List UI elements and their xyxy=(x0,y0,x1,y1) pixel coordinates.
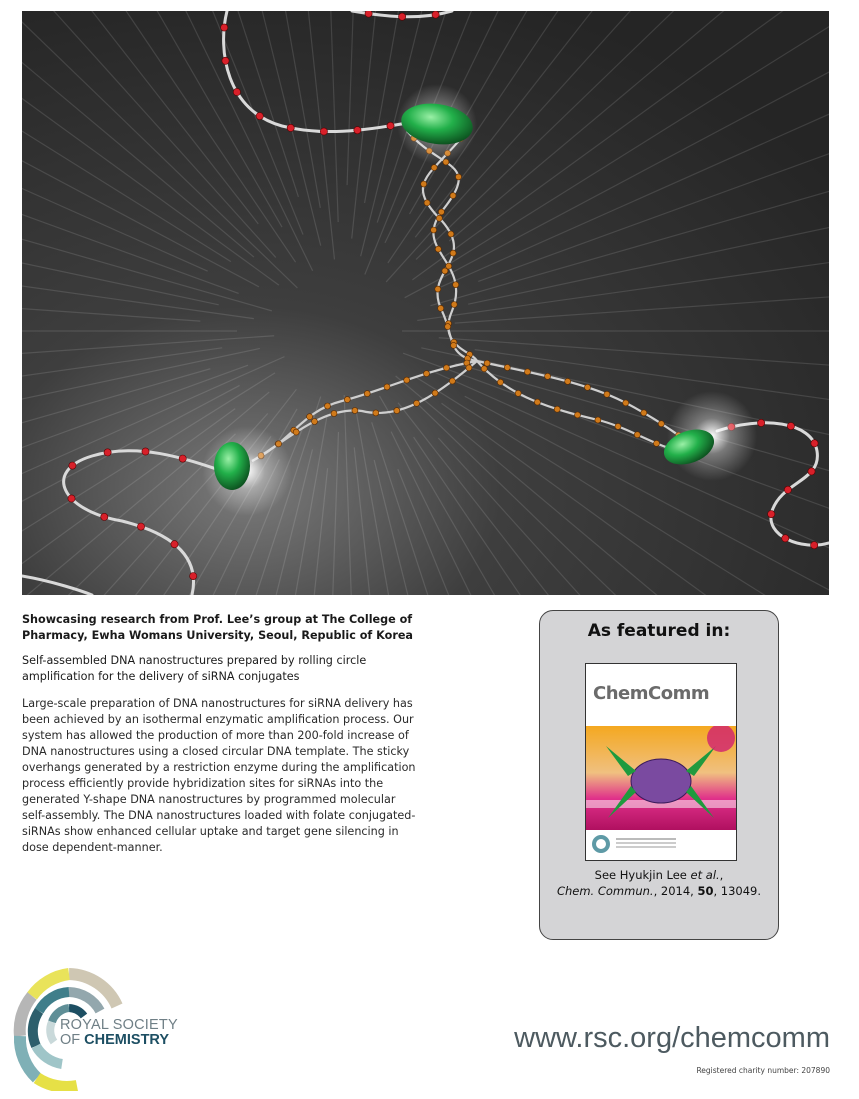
featured-heading: As featured in: xyxy=(587,621,731,641)
journal-url-link[interactable]: www.rsc.org/chemcomm xyxy=(514,1022,830,1054)
cite-year: , 2014, xyxy=(653,884,698,898)
cite-etal: et al. xyxy=(690,868,720,882)
capsule-left xyxy=(214,442,250,490)
journal-cover[interactable] xyxy=(585,663,737,861)
article-title: Self-assembled DNA nanostructures prepared by rolling circle amplification for the delivery of siRNA conjugates xyxy=(22,654,367,683)
dna-nanostructure-illustration xyxy=(22,11,829,595)
citation xyxy=(540,867,778,899)
charity-number: Registered charity number: 207890 xyxy=(696,1066,830,1075)
logo-line2-bold: CHEMISTRY xyxy=(84,1032,170,1048)
cite-author: See Hyukjin Lee xyxy=(594,868,691,882)
cover-footer xyxy=(586,830,736,860)
description-column xyxy=(22,612,417,856)
cite-comma: , xyxy=(719,868,724,882)
logo-line2 xyxy=(60,1033,178,1048)
cite-pages: , 13049. xyxy=(713,884,762,898)
rsc-logo-text xyxy=(60,1018,178,1048)
cover-header xyxy=(586,664,736,726)
cite-journal: Chem. Commun. xyxy=(556,884,654,898)
cover-art xyxy=(586,726,736,830)
abstract-text: Large-scale preparation of DNA nanostructures for siRNA delivery has been achieved by an isothermal enzymatic amplification process. Our system has allowed the production of more than 200-fold increase of DNA nanostructures using a closed circular DNA template. The sticky overhangs generated by a restriction enzyme during the amplification process efficiently provide hybridization sites for siRNAs into the generated Y-shape DNA nanostructures by programmed molecular self-assembly. The DNA nanostructures loaded with folate conjugated-siRNAs show enhanced cellular uptake and target gene silencing in dose dependent-manner. xyxy=(22,697,416,854)
cover-footer-lines xyxy=(616,838,676,840)
logo-line2-prefix: OF xyxy=(60,1032,85,1048)
featured-box xyxy=(539,610,779,940)
showcase-text: Showcasing research from Prof. Lee’s group at The College of Pharmacy, Ewha Womans University, Seoul, Republic of Korea xyxy=(22,613,413,642)
rsc-mini-logo-icon xyxy=(592,835,610,853)
cover-journal-title: ChemComm xyxy=(593,683,710,704)
cite-volume: 50 xyxy=(697,884,714,898)
cover-illustration xyxy=(22,11,829,595)
logo-line1: ROYAL SOCIETY xyxy=(60,1017,178,1033)
